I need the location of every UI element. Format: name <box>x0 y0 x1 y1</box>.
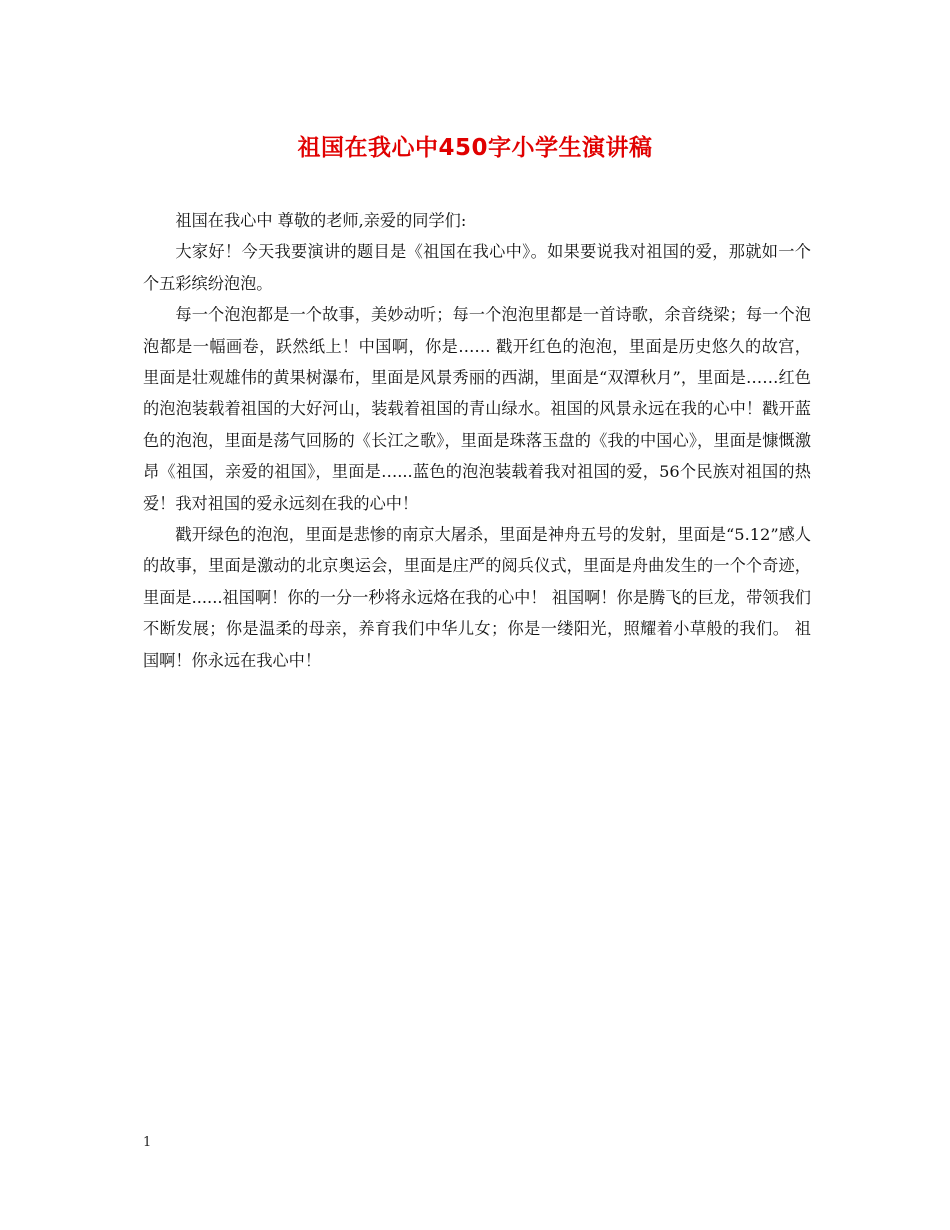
page-number: 1 <box>143 1135 152 1150</box>
document-body <box>143 205 811 676</box>
paragraph-green-bubble-closing: 戳开绿色的泡泡，里面是悲惨的南京大屠杀，里面是神舟五号的发射，里面是“5.12”感人的故事，里面是激动的北京奥运会，里面是庄严的阅兵仪式，里面是舟曲发生的一个个奇迹，里面是......祖国啊！你的一分一秒将永远烙在我的心中！ 祖国啊！你是腾飞的巨龙，带领我们不断发展；你是温柔的母亲，养育我们中华儿女；你是一缕阳光，照耀着小草般的我们。 祖国啊！你永远在我心中！ <box>143 525 811 670</box>
paragraph-greeting: 祖国在我心中 尊敬的老师,亲爱的同学们: <box>175 211 467 230</box>
document-title: 祖国在我心中450字小学生演讲稿 <box>297 135 653 161</box>
paragraph-red-blue-bubbles: 每一个泡泡都是一个故事，美妙动听；每一个泡泡里都是一首诗歌，余音绕梁；每一个泡泡都是一幅画卷，跃然纸上！中国啊，你是…… 戳开红色的泡泡，里面是历史悠久的故宫，里面是壮观雄伟的黄果树瀑布，里面是风景秀丽的西湖，里面是“双潭秋月”，里面是……红色的泡泡装载着祖国的大好河山，装载着祖国的青山绿水。祖国的风景永远在我的心中！戳开蓝色的泡泡，里面是荡气回肠的《长江之歌》，里面是珠落玉盘的《我的中国心》，里面是慷慨激昂《祖国，亲爱的祖国》，里面是…...蓝色的泡泡装载着我对祖国的爱，56个民族对祖国的热爱！我对祖国的爱永远刻在我的心中！ <box>143 305 811 513</box>
paragraph-intro: 大家好！今天我要演讲的题目是《祖国在我心中》。如果要说我对祖国的爱，那就如一个个五彩缤纷泡泡。 <box>143 242 811 293</box>
